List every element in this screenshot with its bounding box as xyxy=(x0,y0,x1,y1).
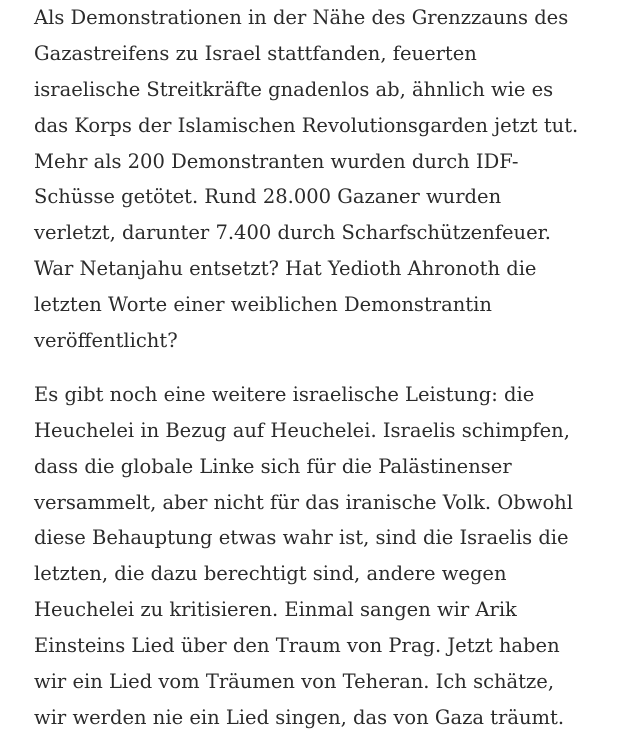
text-line: Mehr als 200 Demonstranten wurden durch IDF- xyxy=(34,149,519,173)
text-line: letzten, die dazu berechtigt sind, andere wegen xyxy=(34,562,507,586)
paragraph-2 xyxy=(34,377,624,736)
text-line: Heuchelei in Bezug auf Heuchelei. Israelis schimpfen, xyxy=(34,418,570,442)
text-line: versammelt, aber nicht für das iranische Volk. Obwohl xyxy=(34,490,573,514)
article-body xyxy=(34,0,624,736)
text-line: dass die globale Linke sich für die Palästinenser xyxy=(34,454,512,478)
text-line: israelische Streitkräfte gnadenlos ab, ähnlich wie es xyxy=(34,77,554,101)
text-line: das Korps der Islamischen Revolutionsgarden jetzt tut. xyxy=(34,113,579,137)
text-line: Es gibt noch eine weitere israelische Leistung: die xyxy=(34,382,535,406)
text-line: letzten Worte einer weiblichen Demonstrantin xyxy=(34,293,492,317)
text-line: verletzt, darunter 7.400 durch Scharfschützenfeuer. xyxy=(34,221,551,245)
text-line: Gazastreifens zu Israel stattfanden, feuerten xyxy=(34,41,477,65)
text-line: Heuchelei zu kritisieren. Einmal sangen wir Arik xyxy=(34,598,517,622)
paragraph-1 xyxy=(34,0,624,359)
text-line: diese Behauptung etwas wahr ist, sind die Israelis die xyxy=(34,526,569,550)
text-line: War Netanjahu entsetzt? Hat Yedioth Ahronoth die xyxy=(34,257,537,281)
text-line: wir werden nie ein Lied singen, das von Gaza träumt. xyxy=(34,705,565,729)
text-line: veröffentlicht? xyxy=(34,329,178,353)
text-line: Einsteins Lied über den Traum von Prag. Jetzt haben xyxy=(34,634,560,658)
text-line: Als Demonstrationen in der Nähe des Grenzzauns des xyxy=(34,6,569,29)
text-line: wir ein Lied vom Träumen von Teheran. Ich schätze, xyxy=(34,670,555,694)
text-line: Schüsse getötet. Rund 28.000 Gazaner wurden xyxy=(34,185,502,209)
